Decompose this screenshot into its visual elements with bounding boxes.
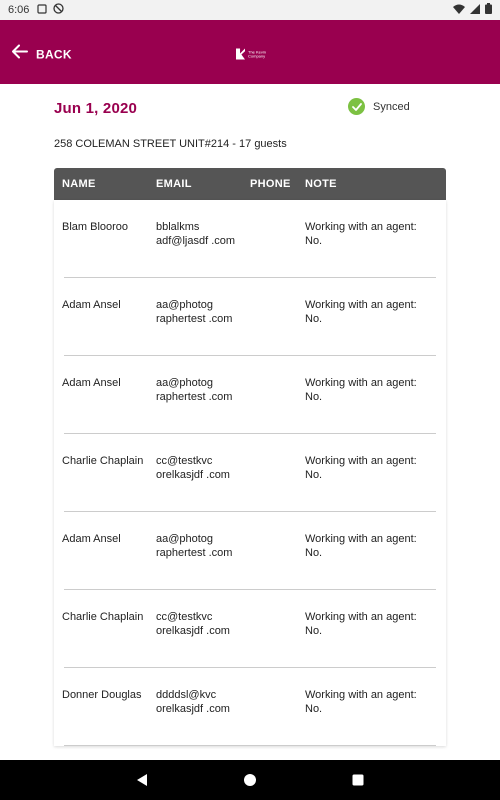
table-row[interactable]	[54, 668, 446, 746]
guest-email: ddddsl@kvc orelkasjdf .com	[156, 689, 230, 715]
wifi-icon	[453, 4, 465, 17]
column-note: NOTE	[305, 178, 337, 190]
guest-email: cc@testkvc orelkasjdf .com	[156, 611, 230, 637]
guest-name: Adam Ansel	[62, 377, 121, 389]
app-bar	[0, 20, 500, 84]
event-detail	[0, 84, 500, 760]
nav-home-icon[interactable]	[238, 768, 262, 792]
guest-email: cc@testkvc orelkasjdf .com	[156, 455, 230, 481]
table-row[interactable]	[54, 356, 446, 434]
sim-icon	[37, 4, 47, 17]
guest-email: aa@photog raphertest .com	[156, 299, 233, 325]
status-bar	[0, 0, 500, 20]
table-row[interactable]	[54, 278, 446, 356]
guest-note: Working with an agent: No.	[305, 221, 417, 247]
address-summary: 258 COLEMAN STREET UNIT#214 - 17 guests	[54, 138, 287, 150]
nav-recents-icon[interactable]	[346, 768, 370, 792]
back-arrow-icon	[12, 45, 28, 64]
sync-status	[348, 98, 410, 115]
table-row[interactable]	[54, 512, 446, 590]
guest-name: Donner Douglas	[62, 689, 142, 701]
nav-back-icon[interactable]	[130, 768, 154, 792]
system-nav-bar	[0, 760, 500, 800]
status-time: 6:06	[8, 4, 30, 16]
check-circle-icon	[348, 98, 365, 115]
table-row[interactable]	[54, 434, 446, 512]
table-row[interactable]	[54, 200, 446, 278]
column-email: EMAIL	[156, 178, 192, 190]
guest-name: Adam Ansel	[62, 533, 121, 545]
signal-icon	[470, 4, 480, 17]
table-body	[54, 200, 446, 746]
do-not-disturb-icon	[53, 3, 64, 17]
guest-table	[54, 168, 446, 746]
guest-email: bblalkms adf@ljasdf .com	[156, 221, 236, 247]
guest-name: Charlie Chaplain	[62, 611, 144, 623]
table-row[interactable]	[54, 590, 446, 668]
back-label: BACK	[36, 47, 72, 61]
row-divider	[64, 745, 436, 746]
guest-note: Working with an agent: No.	[305, 377, 417, 403]
column-phone: PHONE	[250, 178, 291, 190]
event-date: Jun 1, 2020	[54, 100, 138, 117]
sync-label: Synced	[373, 100, 410, 113]
logo-text: The Kevin Company	[248, 49, 267, 58]
guest-name: Blam Blooroo	[62, 221, 129, 233]
guest-email: aa@photog raphertest .com	[156, 377, 233, 403]
battery-icon	[485, 3, 492, 17]
guest-note: Working with an agent: No.	[305, 689, 417, 715]
guest-note: Working with an agent: No.	[305, 455, 417, 481]
company-logo	[236, 49, 272, 60]
guest-note: Working with an agent: No.	[305, 533, 417, 559]
guest-note: Working with an agent: No.	[305, 611, 417, 637]
logo-mark	[236, 49, 245, 60]
column-name: NAME	[62, 178, 96, 190]
guest-name: Adam Ansel	[62, 299, 121, 311]
guest-note: Working with an agent: No.	[305, 299, 417, 325]
guest-email: aa@photog raphertest .com	[156, 533, 233, 559]
back-button[interactable]	[12, 45, 72, 64]
guest-name: Charlie Chaplain	[62, 455, 144, 467]
table-header	[54, 168, 446, 200]
